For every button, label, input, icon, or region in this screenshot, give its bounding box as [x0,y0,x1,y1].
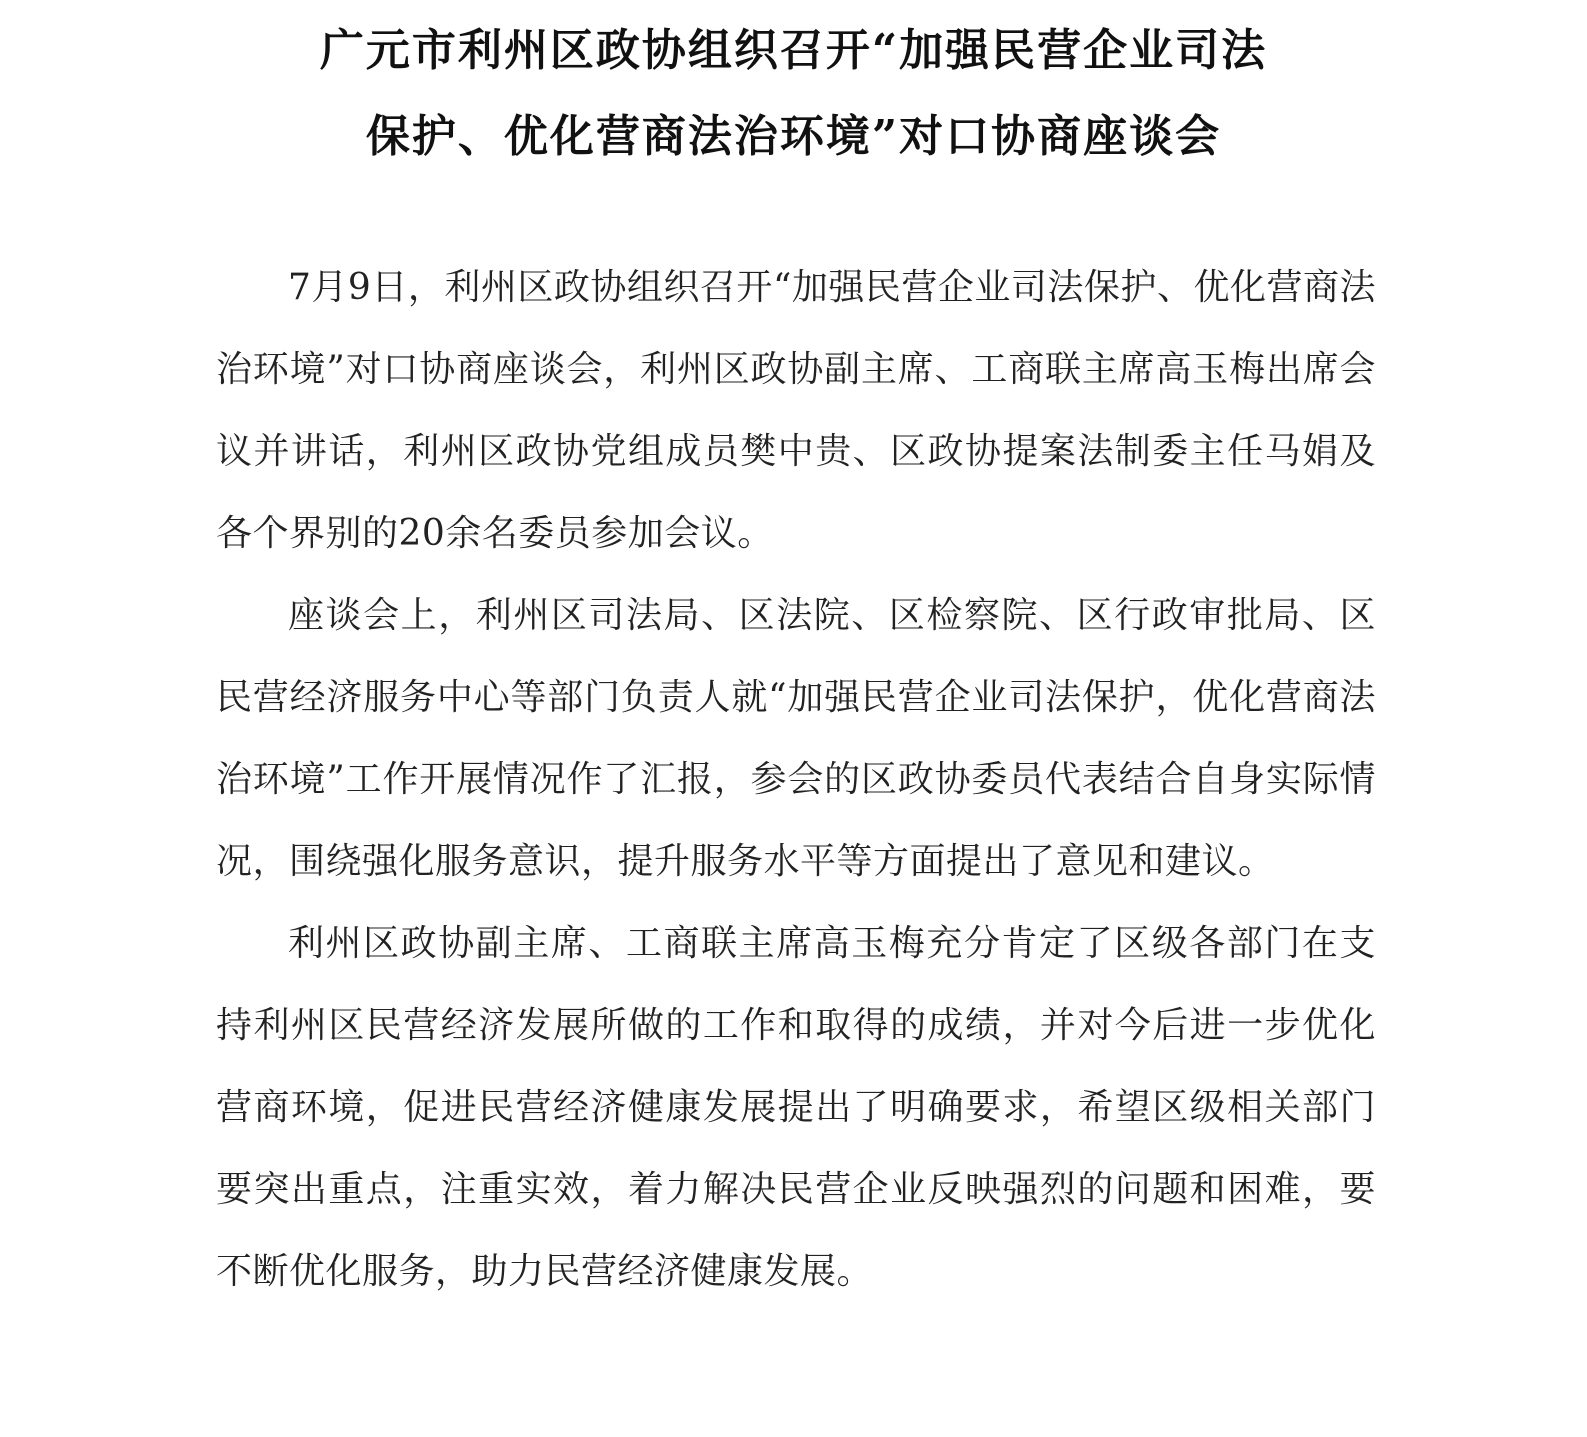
paragraph-department-reports: 座谈会上，利州区司法局、区法院、区检察院、区行政审批局、区民营经济服务中心等部门负责人就“加强民营企业司法保护，优化营商法治环境”工作开展情况作了汇报，参会的区政协委员代表结合自身实际情况，围绕强化服务意识，提升服务水平等方面提出了意见和建议。 [216,595,1376,882]
paragraph-meeting-overview: 7月9日，利州区政协组织召开“加强民营企业司法保护、优化营商法治环境”对口协商座谈会，利州区政协副主席、工商联主席高玉梅出席会议并讲话，利州区政协党组成员樊中贵、区政协提案法制委主任马娟及各个界别的20余名委员参加会议。 [216,267,1376,554]
document-title [180,8,1407,180]
title-line-2: 保护、优化营商法治环境”对口协商座谈会 [365,111,1222,162]
document-body [216,247,1376,1313]
paragraph-chair-remarks: 利州区政协副主席、工商联主席高玉梅充分肯定了区级各部门在支持利州区民营经济发展所做的工作和取得的成绩，并对今后进一步优化营商环境，促进民营经济健康发展提出了明确要求，希望区级相关部门要突出重点，注重实效，着力解决民营企业反映强烈的问题和困难，要不断优化服务，助力民营经济健康发展。 [216,923,1376,1292]
title-line-1: 广元市利州区政协组织召开“加强民营企业司法 [319,25,1268,76]
